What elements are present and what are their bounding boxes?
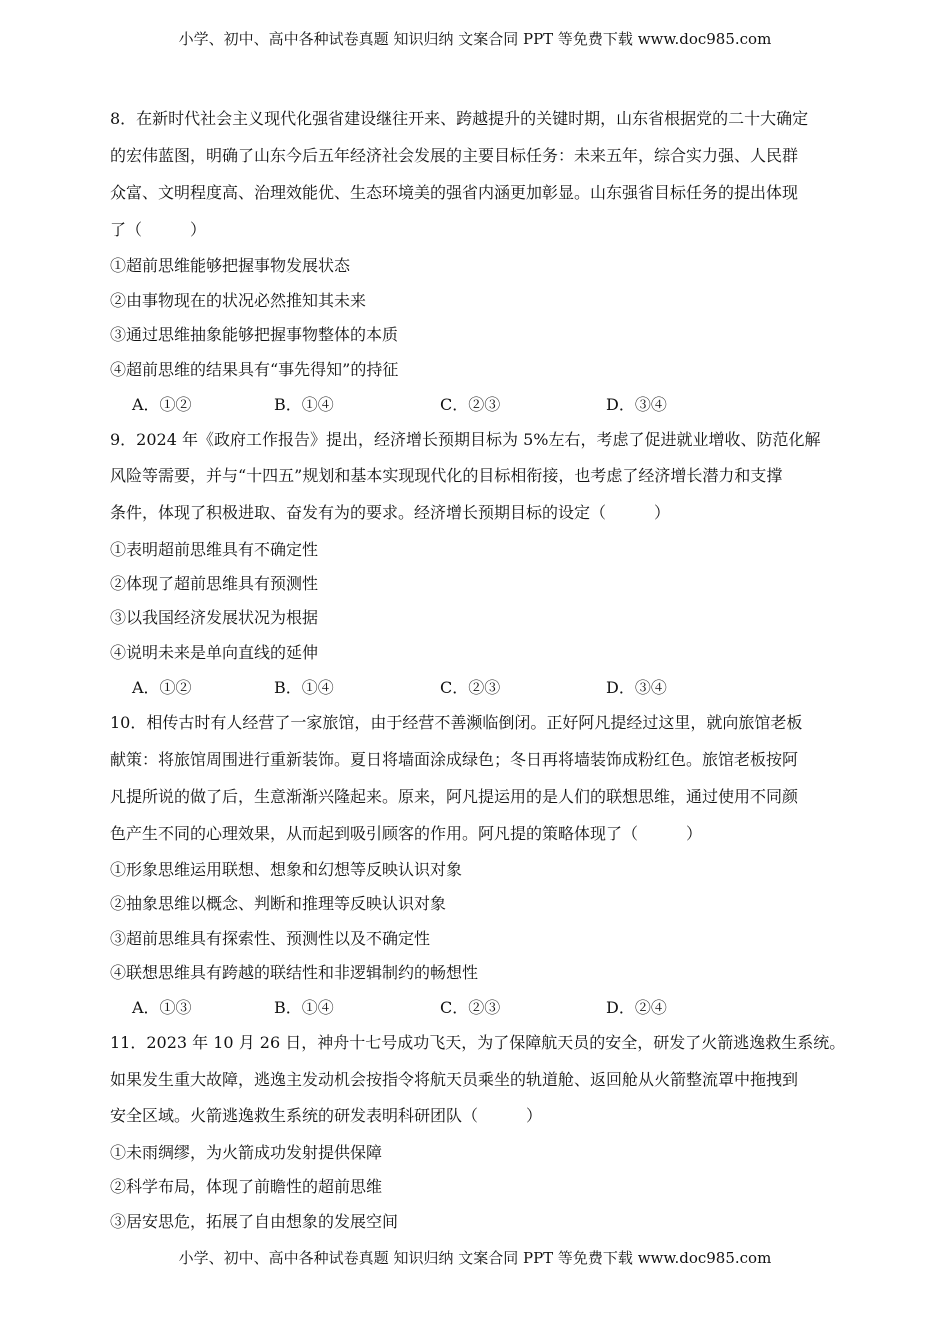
q11-item-1: ①未雨绸缪，为火箭成功发射提供保障 [110,1143,383,1162]
q8-option-c[interactable]: C．②③ [440,395,501,414]
q8-item-2: ②由事物现在的状况必然推知其未来 [110,291,367,310]
q10-stem-line-1: 10．相传古时有人经营了一家旅馆，由于经营不善濒临倒闭。正好阿凡提经过这里，就向旅馆老板 [110,713,803,732]
q9-item-3: ③以我国经济发展状况为根据 [110,608,319,627]
q8-item-4: ④超前思维的结果具有“事先得知”的持征 [110,360,399,379]
q9-item-1: ①表明超前思维具有不确定性 [110,540,319,559]
q9-option-c[interactable]: C．②③ [440,678,501,697]
q10-item-3: ③超前思维具有探索性、预测性以及不确定性 [110,929,431,948]
q10-stem-line-4: 色产生不同的心理效果，从而起到吸引顾客的作用。阿凡提的策略体现了（ ） [110,824,703,843]
q9-stem-line-2: 风险等需要，并与“十四五”规划和基本实现现代化的目标相衔接，也考虑了经济增长潜力和支撑 [110,466,783,485]
q9-option-a[interactable]: A．①② [132,678,192,697]
q9-item-4: ④说明未来是单向直线的延伸 [110,643,319,662]
q8-stem-line-4: 了（ ） [110,220,207,239]
q8-option-b[interactable]: B．①④ [274,395,334,414]
q10-item-2: ②抽象思维以概念、判断和推理等反映认识对象 [110,894,447,913]
q10-stem-line-3: 凡提所说的做了后，生意渐渐兴隆起来。原来，阿凡提运用的是人们的联想思维，通过使用不同颜 [110,787,799,806]
q10-option-b[interactable]: B．①④ [274,998,334,1017]
q9-option-b[interactable]: B．①④ [274,678,334,697]
q8-stem-line-1: 8．在新时代社会主义现代化强省建设继往开来、跨越提升的关键时期，山东省根据党的二十大确定 [110,109,809,128]
q11-stem-line-3: 安全区域。火箭逃逸救生系统的研发表明科研团队（ ） [110,1106,543,1125]
q10-stem-line-2: 献策：将旅馆周围进行重新装饰。夏日将墙面涂成绿色；冬日再将墙装饰成粉红色。旅馆老板按阿 [110,750,799,769]
q8-item-1: ①超前思维能够把握事物发展状态 [110,256,351,275]
q9-option-d[interactable]: D．③④ [606,678,667,697]
q8-stem-line-2: 的宏伟蓝图，明确了山东今后五年经济社会发展的主要目标任务：未来五年，综合实力强、人民群 [110,146,799,165]
page-footer: 小学、初中、高中各种试卷真题 知识归纳 文案合同 PPT 等免费下载 www.doc985.com [178,1249,772,1267]
q10-option-c[interactable]: C．②③ [440,998,501,1017]
q8-option-a[interactable]: A．①② [132,395,192,414]
q9-item-2: ②体现了超前思维具有预测性 [110,574,319,593]
q11-item-2: ②科学布局，体现了前瞻性的超前思维 [110,1177,383,1196]
q10-option-d[interactable]: D．②④ [606,998,667,1017]
q8-item-3: ③通过思维抽象能够把握事物整体的本质 [110,325,399,344]
q8-option-d[interactable]: D．③④ [606,395,667,414]
q9-stem-line-1: 9．2024 年《政府工作报告》提出，经济增长预期目标为 5%左右，考虑了促进就业增收、防范化解 [110,430,821,449]
q11-item-3: ③居安思危，拓展了自由想象的发展空间 [110,1212,399,1231]
q11-stem-line-2: 如果发生重大故障，逃逸主发动机会按指令将航天员乘坐的轨道舱、返回舱从火箭整流罩中拖拽到 [110,1070,799,1089]
q10-item-1: ①形象思维运用联想、想象和幻想等反映认识对象 [110,860,463,879]
q10-item-4: ④联想思维具有跨越的联结性和非逻辑制约的畅想性 [110,963,479,982]
q9-stem-line-3: 条件，体现了积极进取、奋发有为的要求。经济增长预期目标的设定（ ） [110,503,671,522]
page-header: 小学、初中、高中各种试卷真题 知识归纳 文案合同 PPT 等免费下载 www.doc985.com [178,30,772,48]
q8-stem-line-3: 众富、文明程度高、治理效能优、生态环境美的强省内涵更加彰显。山东强省目标任务的提出体现 [110,183,799,202]
q10-option-a[interactable]: A．①③ [132,998,192,1017]
q11-stem-line-1: 11．2023 年 10 月 26 日，神舟十七号成功飞天，为了保障航天员的安全，研发了火箭逃逸救生系统。 [110,1033,846,1052]
